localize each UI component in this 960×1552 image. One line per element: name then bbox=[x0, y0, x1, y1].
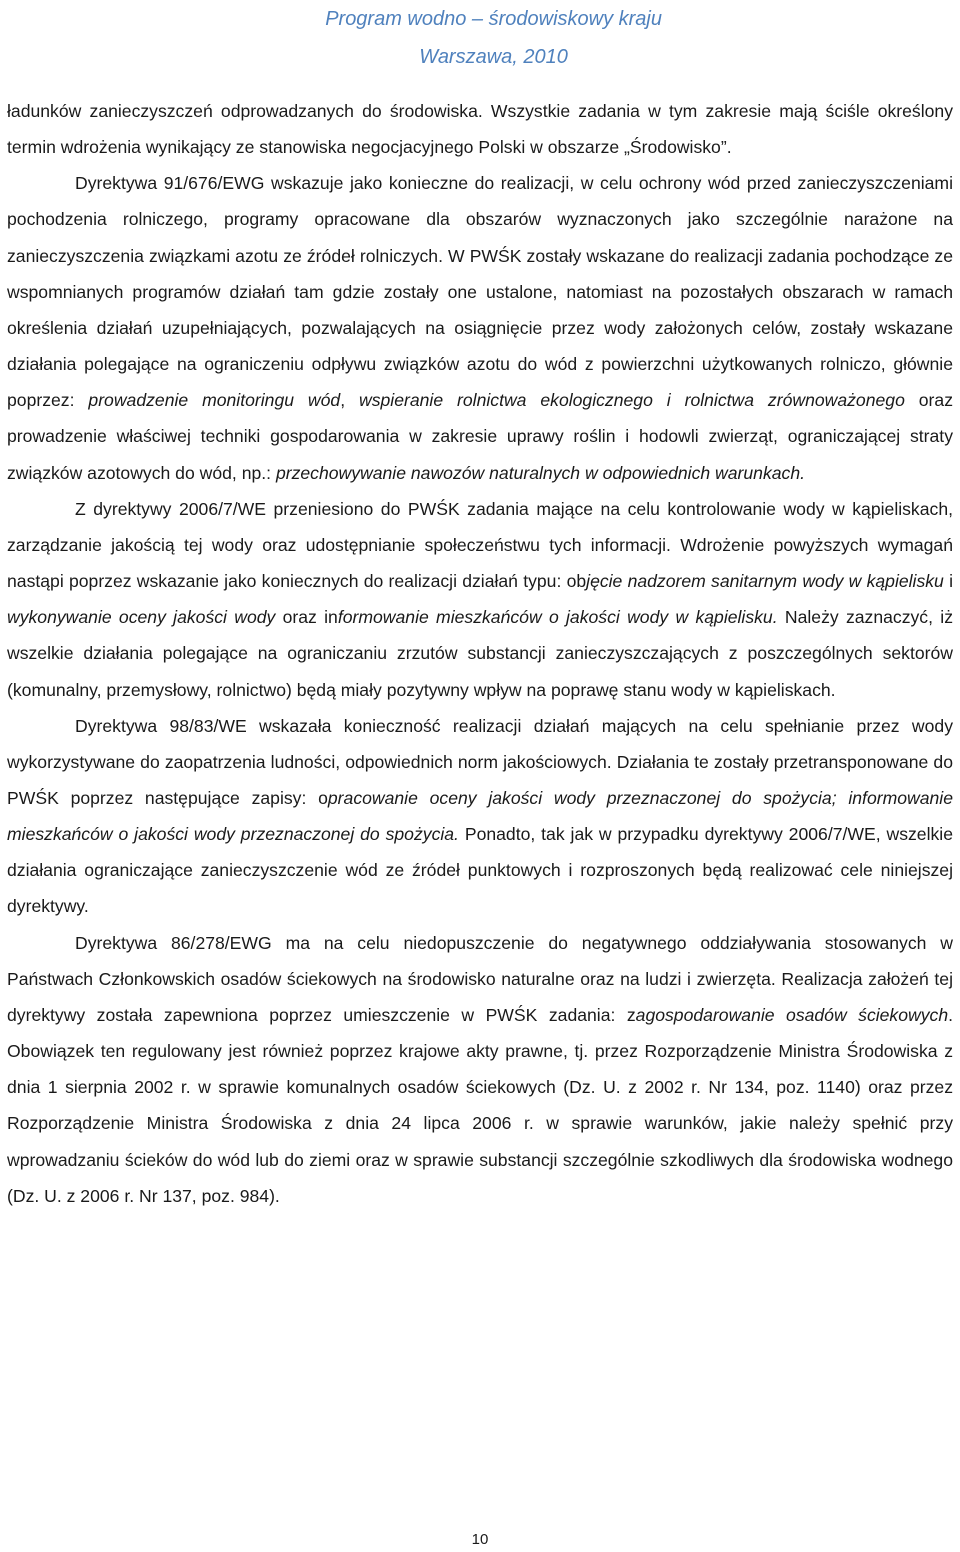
text-run: Dyrektywa 86/278/EWG ma na celu niedopuszczenie do negatywnego oddziaływania stosowanych w Państwach Członkowskich osadów ściekowych na środowisko naturalne oraz na ludzi i zwierzęta. Realizacja założeń tej dyrektywy została zapewniona poprzez umieszczenie w PWŚK zadania: z bbox=[7, 932, 953, 1025]
text-run: Z dyrektywy 2006/7/WE przeniesiono do PWŚK zadania mające na celu kontrolowanie wody w kąpieliskach, zarządzanie jakością tej wody oraz udostępnianie społeczeństwu tych informacji. Wdrożenie powyższych wymagań nastąpi poprzez wskazanie jako koniecznych do realizacji działań typu: ob bbox=[7, 498, 953, 592]
text-run: ładunków zanieczyszczeń odprowadzanych do środowiska. Wszystkie zadania w tym zakresie mają ściśle określony termin wdrożenia wynikający ze stanowiska negocjacyjnego Polski w obszarze „Środowisko”. bbox=[7, 101, 953, 158]
header-date: Warszawa, 2010 bbox=[419, 46, 568, 68]
text-run: i bbox=[943, 571, 953, 592]
text-run: Dyrektywa 98/83/WE wskazała konieczność realizacji działań mających na celu spełnianie przez wody wykorzystywane do zaopatrzenia ludności, odpowiednich norm jakościowych. Działania te zostały przetransponowane do PWŚK poprzez następujące zapisy: o bbox=[7, 715, 953, 808]
text-run: oraz in bbox=[275, 607, 338, 628]
document-body bbox=[7, 93, 953, 1214]
text-run-italic: pracowanie oceny jakości wody przeznaczonej do spożycia; informowanie mieszkańców o jakości wody przeznaczonej do spożycia. bbox=[7, 787, 953, 845]
text-run-italic: wspieranie rolnictwa ekologicznego i rolnictwa zrównoważonego bbox=[359, 390, 905, 411]
text-run: Dyrektywa 91/676/EWG wskazuje jako konieczne do realizacji, w celu ochrony wód przed zanieczyszczeniami pochodzenia rolniczego, programy opracowane dla obszarów wyznaczonych jako szczególnie narażone na zanieczyszczenia związkami azotu ze źródeł rolniczych. W PWŚK zostały wskazane do realizacji zadania pochodzące ze wspomnianych programów działań tam gdzie zostały one ustalone, natomiast na pozostałych obszarach w ramach określenia działań uzupełniających, pozwalających na osiągnięcie przez wody założonych celów, zostały wskazane działania polegające na ograniczeniu odpływu związków azotu do wód z powierzchni użytkowanych rolniczo, głównie poprzez: bbox=[7, 173, 953, 411]
text-run-italic: agospodarowanie osadów ściekowych bbox=[635, 1004, 949, 1025]
page-header bbox=[325, 0, 662, 76]
page-number: 10 bbox=[471, 1531, 489, 1548]
text-run-italic: formowanie mieszkańców o jakości wody w kąpielisku. bbox=[337, 607, 778, 628]
paragraph bbox=[7, 925, 953, 1214]
text-run-italic: prowadzenie monitoringu wód bbox=[88, 390, 341, 411]
text-run: , bbox=[340, 390, 360, 411]
paragraph bbox=[7, 708, 953, 925]
text-run: Ponadto, tak jak w przypadku dyrektywy 2006/7/WE, wszelkie działania ograniczające zanieczyszczenie wód ze źródeł punktowych i rozproszonych będą realizować cele niniejszej dyrektywy. bbox=[7, 824, 953, 917]
text-run: Należy zaznaczyć, iż wszelkie działania polegające na ograniczaniu zrzutów substancji zanieczyszczających z poszczególnych sektorów (komunalny, przemysłowy, rolnictwo) będą miały pozytywny wpływ na poprawę stanu wody w kąpieliskach. bbox=[7, 607, 953, 700]
text-run: oraz prowadzenie właściwej techniki gospodarowania w zakresie uprawy roślin i hodowli zwierząt, ograniczającej straty związków azotowych do wód, np.: bbox=[7, 390, 953, 483]
text-run-italic: jęcie nadzorem sanitarnym wody w kąpielisku bbox=[586, 571, 944, 592]
text-run-italic: przechowywanie nawozów naturalnych w odpowiednich warunkach. bbox=[275, 462, 806, 483]
text-run-italic: wykonywanie oceny jakości wody bbox=[7, 607, 276, 628]
text-run: . Obowiązek ten regulowany jest również poprzez krajowe akty prawne, tj. przez Rozporządzenie Ministra Środowiska z dnia 1 sierpnia 2002 r. w sprawie komunalnych osadów ściekowych (Dz. U. z 2002 r. Nr 134, poz. 1140) oraz przez Rozporządzenie Ministra Środowiska z dnia 24 lipca 2006 r. w sprawie warunków, jakie należy spełnić przy wprowadzaniu ścieków do wód lub do ziemi oraz w sprawie substancji szczególnie szkodliwych dla środowiska wodnego (Dz. U. z 2006 r. Nr 137, poz. 984). bbox=[7, 1004, 953, 1206]
header-title: Program wodno – środowiskowy kraju bbox=[325, 8, 662, 30]
paragraph bbox=[7, 165, 953, 490]
paragraph bbox=[7, 491, 953, 708]
paragraph bbox=[7, 93, 953, 165]
